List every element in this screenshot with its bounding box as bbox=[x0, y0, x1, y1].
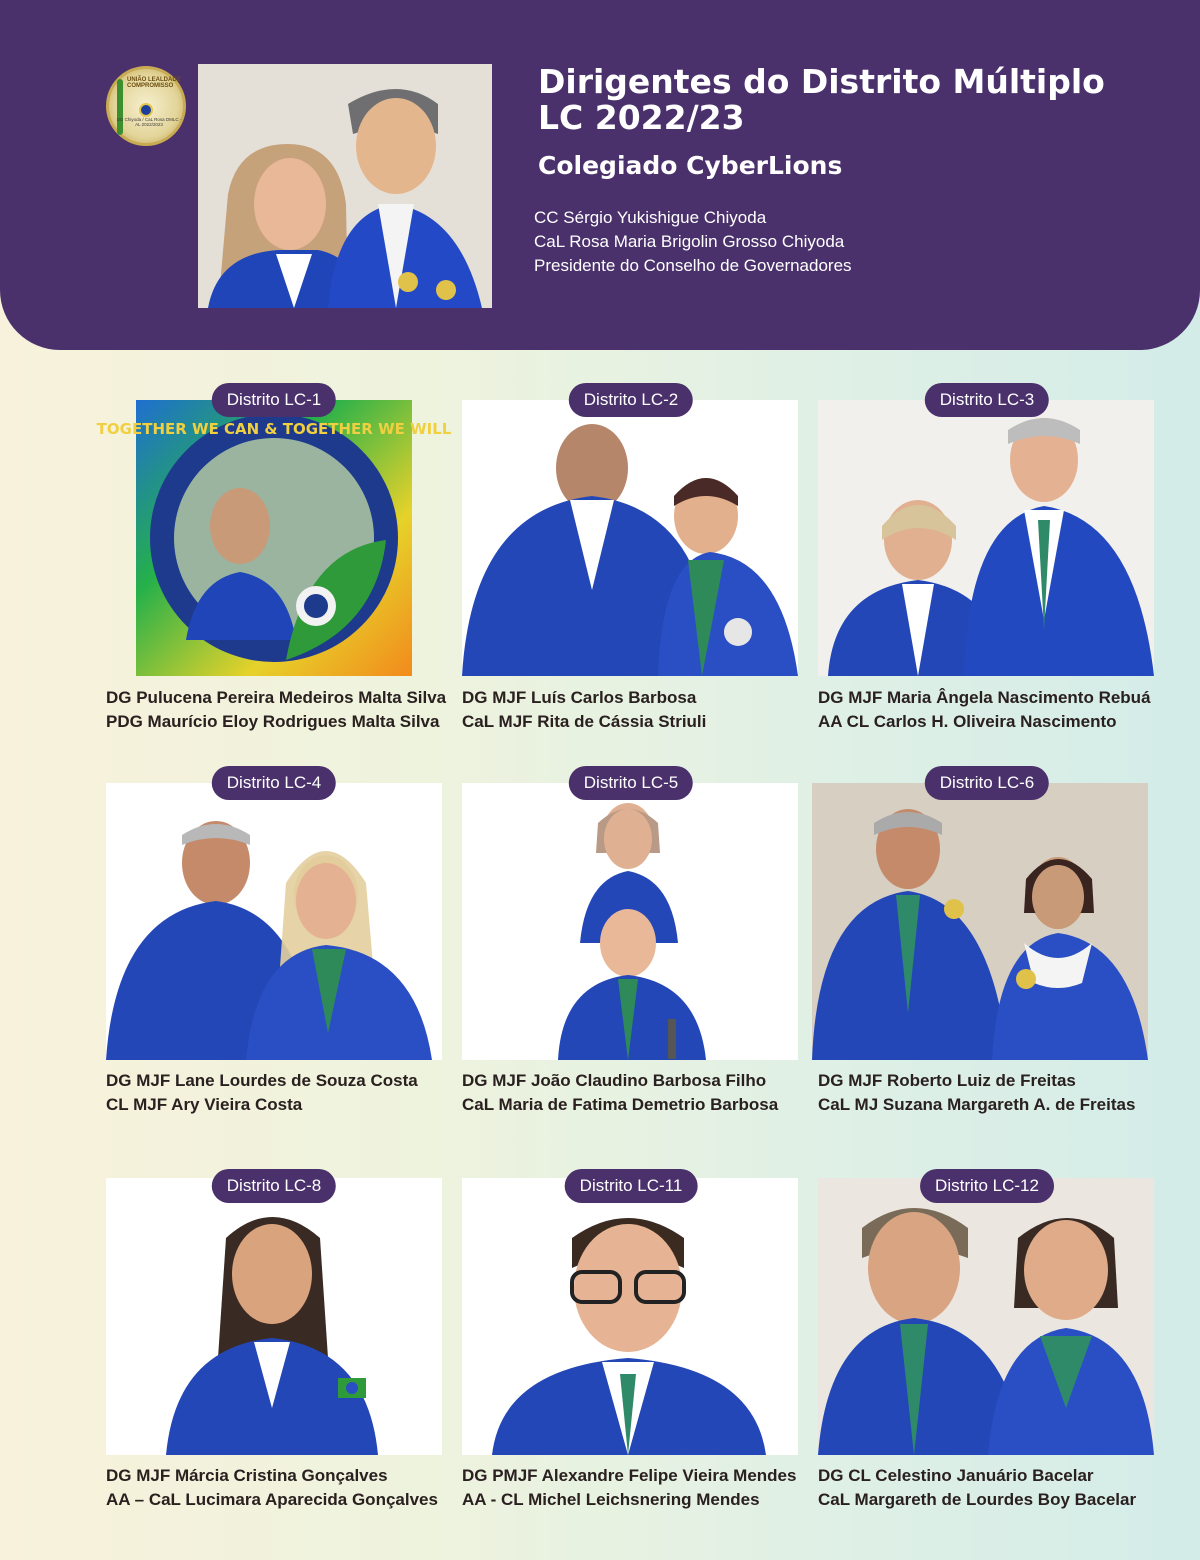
page-subtitle: Colegiado CyberLions bbox=[538, 151, 843, 180]
district-photo-lc5 bbox=[462, 783, 798, 1060]
governor-name: DG MJF Roberto Luiz de Freitas bbox=[818, 1071, 1076, 1090]
governor-name: DG MJF Maria Ângela Nascimento Rebuá bbox=[818, 688, 1151, 707]
district-photo-lc12 bbox=[818, 1178, 1154, 1455]
council-leaders bbox=[534, 206, 1034, 278]
district-names-lc5 bbox=[462, 1069, 812, 1117]
district-badge-lc8: Distrito LC-8 bbox=[212, 1169, 336, 1203]
district-photo-lc2 bbox=[462, 400, 798, 676]
district-names-lc11 bbox=[462, 1464, 812, 1512]
district-photo-lc1 bbox=[96, 400, 452, 676]
district-badge-lc2: Distrito LC-2 bbox=[569, 383, 693, 417]
header-banner bbox=[0, 0, 1200, 350]
governor-name: DG MJF Lane Lourdes de Souza Costa bbox=[106, 1071, 418, 1090]
district-names-lc6 bbox=[818, 1069, 1168, 1117]
governor-name: DG CL Celestino Januário Bacelar bbox=[818, 1466, 1094, 1485]
partner-name: CaL MJF Rita de Cássia Striuli bbox=[462, 712, 707, 731]
partner-name: PDG Maurício Eloy Rodrigues Malta Silva bbox=[106, 712, 440, 731]
district-badge-lc11: Distrito LC-11 bbox=[565, 1169, 698, 1203]
logo-subtext: DG Chiyoda / CaL Rosa DMLC - AL 2022/2023 bbox=[116, 117, 182, 127]
district-photo-lc3 bbox=[818, 400, 1154, 676]
governor-name: DG MJF João Claudino Barbosa Filho bbox=[462, 1071, 767, 1090]
partner-name: CL MJF Ary Vieira Costa bbox=[106, 1095, 303, 1114]
district-badge-lc6: Distrito LC-6 bbox=[925, 766, 1049, 800]
leaders-photo bbox=[198, 64, 492, 308]
partner-name: CaL MJ Suzana Margareth A. de Freitas bbox=[818, 1095, 1136, 1114]
district-badge-lc4: Distrito LC-4 bbox=[212, 766, 336, 800]
district-names-lc2 bbox=[462, 686, 812, 734]
photo-frame-text: TOGETHER WE CAN & TOGETHER WE WILL bbox=[96, 420, 452, 438]
title-line-1: Dirigentes do Distrito Múltiplo bbox=[538, 62, 1105, 101]
title-line-2: LC 2022/23 bbox=[538, 98, 745, 137]
leader-line: CC Sérgio Yukishigue Chiyoda bbox=[534, 208, 767, 227]
partner-name: AA CL Carlos H. Oliveira Nascimento bbox=[818, 712, 1117, 731]
district-badge-lc12: Distrito LC-12 bbox=[920, 1169, 1054, 1203]
district-photo-lc11 bbox=[462, 1178, 798, 1455]
campaign-logo bbox=[106, 66, 186, 146]
partner-name: AA – CaL Lucimara Aparecida Gonçalves bbox=[106, 1490, 438, 1509]
page-title bbox=[538, 64, 1158, 136]
district-names-lc3 bbox=[818, 686, 1168, 734]
leader-line: CaL Rosa Maria Brigolin Grosso Chiyoda bbox=[534, 232, 845, 251]
partner-name: CaL Margareth de Lourdes Boy Bacelar bbox=[818, 1490, 1137, 1509]
governor-name: DG MJF Márcia Cristina Gonçalves bbox=[106, 1466, 388, 1485]
governor-name: DG MJF Luís Carlos Barbosa bbox=[462, 688, 697, 707]
district-names-lc1 bbox=[106, 686, 456, 734]
district-names-lc8 bbox=[106, 1464, 456, 1512]
lions-emblem-icon bbox=[139, 103, 153, 117]
district-names-lc12 bbox=[818, 1464, 1168, 1512]
district-badge-lc3: Distrito LC-3 bbox=[925, 383, 1049, 417]
governor-name: DG Pulucena Pereira Medeiros Malta Silva bbox=[106, 688, 447, 707]
district-badge-lc1: Distrito LC-1 bbox=[212, 383, 336, 417]
district-badge-lc5: Distrito LC-5 bbox=[569, 766, 693, 800]
district-names-lc4 bbox=[106, 1069, 456, 1117]
leader-line: Presidente do Conselho de Governadores bbox=[534, 256, 852, 275]
partner-name: CaL Maria de Fatima Demetrio Barbosa bbox=[462, 1095, 779, 1114]
partner-name: AA - CL Michel Leichsnering Mendes bbox=[462, 1490, 760, 1509]
district-photo-lc6 bbox=[812, 783, 1148, 1060]
district-photo-lc8 bbox=[106, 1178, 442, 1455]
governor-name: DG PMJF Alexandre Felipe Vieira Mendes bbox=[462, 1466, 797, 1485]
logo-text: UNIÃO LEALDADE COMPROMISSO bbox=[127, 77, 181, 89]
district-photo-lc4 bbox=[106, 783, 442, 1060]
